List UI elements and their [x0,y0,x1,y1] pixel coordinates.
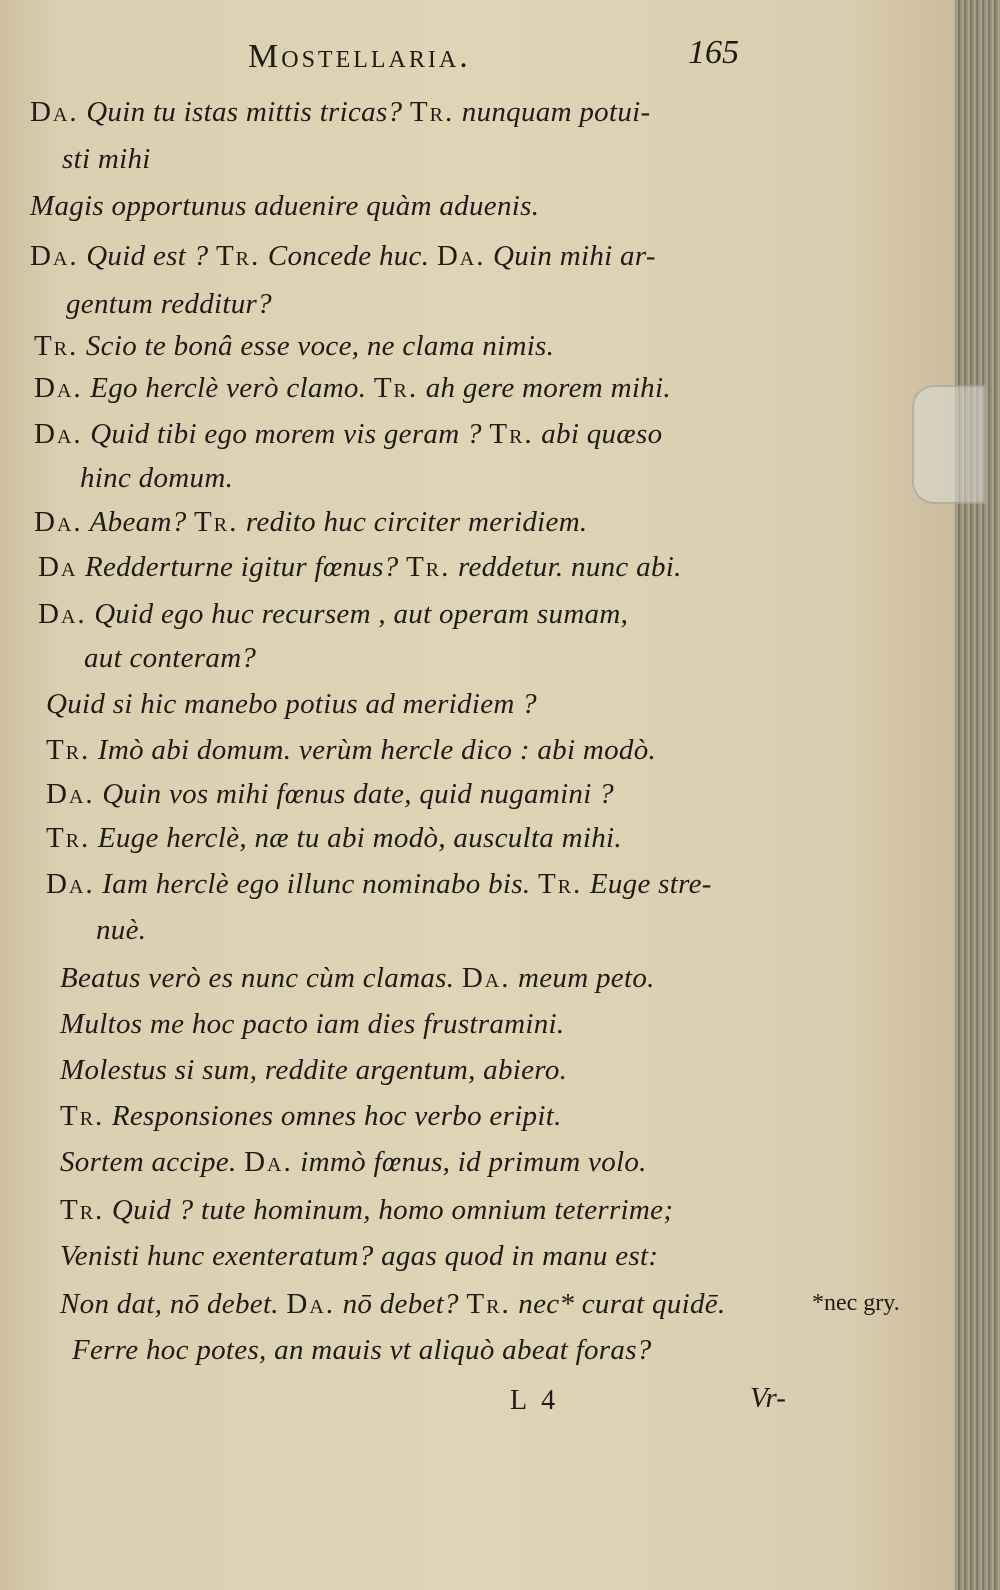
speaker-label: Tr. [46,734,91,766]
speaker-label: Da. [34,418,83,450]
speaker-label: Tr. [194,506,239,538]
speaker-label: Da. [30,240,79,272]
speaker-label: Tr. [466,1288,511,1320]
text-line: gentum redditur? [66,288,272,320]
text-line: sti mihi [62,143,151,175]
text-line: Da Redderturne igitur fœnus? Tr. reddetur. nunc abi. [38,551,682,583]
speaker-label: Tr. [489,418,534,450]
text-line: Da. Abeam? Tr. redito huc circiter meridiem. [34,506,588,538]
text-line: Tr. Euge herclè, næ tu abi modò, ausculta mihi. [46,822,622,854]
text-line: Multos me hoc pacto iam dies frustramini. [60,1008,565,1040]
speaker-label: Da. [34,506,83,538]
text-line: hinc domum. [80,462,234,494]
text-line: Non dat, nō debet. Da. nō debet? Tr. nec* curat quidē. [60,1288,726,1320]
text-line: Da. Quid est ? Tr. Concede huc. Da. Quin mihi ar- [30,240,656,272]
speaker-label: Tr. [34,330,79,362]
speaker-label: Da. [34,372,83,404]
speaker-label: Tr. [406,551,451,583]
speaker-label: Da. [461,962,511,994]
speaker-label: Da. [46,778,95,810]
text-line: Da. Quin vos mihi fœnus date, quid nugamini ? [46,778,614,810]
text-line: Da. Ego herclè verò clamo. Tr. ah gere morem mihi. [34,372,671,404]
speaker-label: Da [38,551,78,583]
speaker-label: Tr. [60,1100,105,1132]
text-line: Ferre hoc potes, an mauis vt aliquò abeat foras? [72,1334,652,1366]
speaker-label: Da. [30,96,79,128]
speaker-label: Da. [38,598,87,630]
speaker-label: Tr. [537,868,583,900]
text-line: Tr. Imò abi domum. verùm hercle dico : abi modò. [46,734,657,766]
speaker-label: Da. [244,1146,293,1178]
text-line: Da. Quid tibi ego morem vis geram ? Tr. abi quæso [34,418,663,450]
running-head [0,34,968,84]
speaker-label: Tr. [409,96,455,128]
text-line: Venisti hunc exenteratum? agas quod in manu est: [60,1240,659,1272]
text-line: Tr. Quid ? tute hominum, homo omnium teterrime; [60,1194,674,1226]
text-line: aut conteram? [84,642,257,674]
text-line: Da. Quin tu istas mittis tricas? Tr. nunquam potui- [30,96,651,128]
speaker-label: Tr. [46,822,91,854]
speaker-label: Da. [46,868,95,900]
text-line: Tr. Responsiones omnes hoc verbo eripit. [60,1100,562,1132]
page-clip [912,385,986,504]
speaker-label: Tr. [215,240,261,272]
text-line: Da. Iam herclè ego illunc nominabo bis. Tr. Euge stre- [46,868,712,900]
text-line: Magis opportunus aduenire quàm aduenis. [30,190,540,222]
text-line: nuè. [96,914,147,946]
catchword: Vr- [750,1382,786,1414]
speaker-label: Da. [436,240,486,272]
speaker-label: Tr. [373,372,419,404]
page-edge [955,0,1000,1590]
page-number: 165 [688,34,739,71]
text-line: Quid si hic manebo potius ad meridiem ? [46,688,537,720]
margin-note: *nec gry. [812,1290,900,1316]
text-line: Beatus verò es nunc cùm clamas. Da. meum peto. [60,962,655,994]
page-title: Mostellaria. [248,38,471,75]
signature-mark: L 4 [510,1385,560,1416]
speaker-label: Da. [286,1288,336,1320]
text-line: Da. Quid ego huc recursem , aut operam sumam, [38,598,629,630]
text-line: Molestus si sum, reddite argentum, abiero. [60,1054,568,1086]
text-line: Sortem accipe. Da. immò fœnus, id primum volo. [60,1146,647,1178]
text-line: Tr. Scio te bonâ esse voce, ne clama nimis. [34,330,555,362]
speaker-label: Tr. [60,1194,105,1226]
